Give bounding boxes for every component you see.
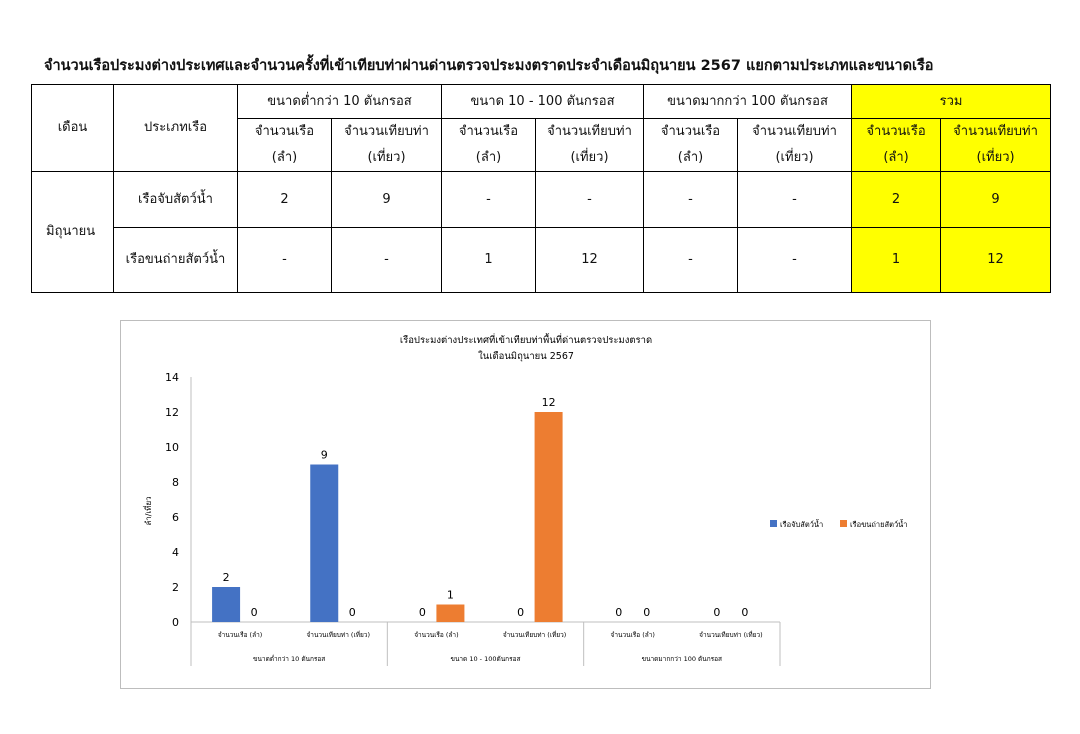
header-size-medium: ขนาด 10 - 100 ตันกรอส	[442, 85, 644, 119]
subheader-visits: จำนวนเทียบท่า (เที่ยว)	[941, 119, 1051, 172]
data-label: 0	[517, 606, 525, 619]
bar-chart	[121, 321, 932, 690]
y-axis-label: ลำ/เที่ยว	[144, 496, 153, 526]
y-tick-label: 0	[172, 616, 179, 629]
data-label: 0	[418, 606, 426, 619]
boat-type-cell: เรือขนถ่ายสัตว์น้ำ	[114, 228, 238, 293]
table-cell: 1	[442, 228, 536, 293]
header-month: เดือน	[32, 85, 114, 172]
x-tick-label: จำนวนเรือ (ลำ)	[217, 631, 263, 639]
total-cell: 12	[941, 228, 1051, 293]
group-label: ขนาดมากกว่า 100 ตันกรอส	[641, 655, 723, 663]
subheader-visits: จำนวนเทียบท่า (เที่ยว)	[536, 119, 644, 172]
total-cell: 2	[852, 172, 941, 228]
table-cell: -	[442, 172, 536, 228]
chart-frame	[120, 320, 931, 689]
data-label: 0	[615, 606, 623, 619]
data-label: 0	[250, 606, 258, 619]
bar	[535, 412, 563, 622]
table-cell: -	[536, 172, 644, 228]
data-label: 2	[222, 571, 230, 584]
page-title: จำนวนเรือประมงต่างประเทศและจำนวนครั้งที่เข้าเทียบท่าผ่านด่านตรวจประมงตราดประจำเดือนมิถุนายน 2567 แยกตามประเภทและขนาดเรือ	[44, 58, 934, 74]
x-tick-label: จำนวนเทียบท่า (เที่ยว)	[502, 631, 567, 639]
table-cell: -	[738, 172, 852, 228]
subheader-visits: จำนวนเทียบท่า (เที่ยว)	[738, 119, 852, 172]
header-size-small: ขนาดต่ำกว่า 10 ตันกรอส	[238, 85, 442, 119]
data-label: 0	[643, 606, 651, 619]
legend-swatch	[840, 520, 847, 527]
subheader-boats: จำนวนเรือ (ลำ)	[852, 119, 941, 172]
summary-table	[31, 84, 1051, 293]
chart-subtitle: ในเดือนมิถุนายน 2567	[478, 351, 574, 362]
total-cell: 9	[941, 172, 1051, 228]
data-label: 0	[348, 606, 356, 619]
data-label: 1	[446, 588, 454, 602]
y-tick-label: 12	[165, 406, 179, 419]
y-tick-label: 14	[165, 371, 179, 384]
boat-type-cell: เรือจับสัตว์น้ำ	[114, 172, 238, 228]
y-tick-label: 10	[165, 441, 179, 454]
data-label: 0	[741, 606, 749, 619]
x-tick-label: จำนวนเทียบท่า (เที่ยว)	[306, 631, 370, 639]
table-cell: -	[738, 228, 852, 293]
x-tick-label: จำนวนเรือ (ลำ)	[414, 631, 459, 639]
table-cell: -	[644, 172, 738, 228]
bar	[212, 587, 240, 622]
table-row	[32, 172, 1051, 228]
data-label: 0	[713, 606, 721, 619]
subheader-boats: จำนวนเรือ (ลำ)	[644, 119, 738, 172]
table-row	[32, 228, 1051, 293]
y-tick-label: 8	[172, 476, 179, 489]
table-cell: -	[332, 228, 442, 293]
group-label: ขนาด 10 - 100ตันกรอส	[450, 655, 521, 663]
group-label: ขนาดต่ำกว่า 10 ตันกรอส	[253, 655, 326, 663]
bar	[436, 605, 464, 623]
chart-title: เรือประมงต่างประเทศที่เข้าเทียบท่าพื้นที่ด่านตรวจประมงตราด	[399, 335, 653, 346]
y-tick-label: 2	[172, 581, 179, 594]
header-size-large: ขนาดมากกว่า 100 ตันกรอส	[644, 85, 852, 119]
y-tick-label: 6	[172, 511, 179, 524]
data-label: 9	[320, 448, 328, 462]
x-tick-label: จำนวนเทียบท่า (เที่ยว)	[699, 631, 763, 639]
y-tick-label: 4	[172, 546, 179, 559]
subheader-visits: จำนวนเทียบท่า (เที่ยว)	[332, 119, 442, 172]
subheader-boats: จำนวนเรือ (ลำ)	[238, 119, 332, 172]
legend-label: เรือจับสัตว์น้ำ	[780, 520, 824, 529]
total-cell: 1	[852, 228, 941, 293]
month-cell: มิถุนายน	[32, 172, 114, 293]
table-cell: -	[644, 228, 738, 293]
header-boat-type: ประเภทเรือ	[114, 85, 238, 172]
bar	[310, 465, 338, 623]
data-label: 12	[541, 396, 556, 409]
legend-label: เรือขนถ่ายสัตว์น้ำ	[850, 520, 908, 529]
legend-swatch	[770, 520, 777, 527]
table-cell: 12	[536, 228, 644, 293]
table-cell: -	[238, 228, 332, 293]
header-total: รวม	[852, 85, 1051, 119]
table-cell: 2	[238, 172, 332, 228]
table-cell: 9	[332, 172, 442, 228]
x-tick-label: จำนวนเรือ (ลำ)	[610, 631, 655, 639]
subheader-boats: จำนวนเรือ (ลำ)	[442, 119, 536, 172]
